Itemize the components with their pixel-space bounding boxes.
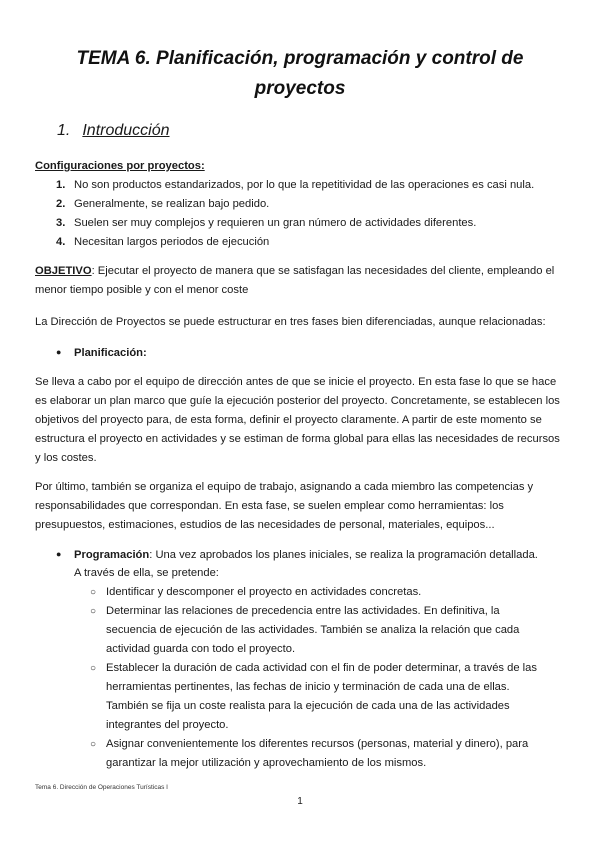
list-item: ○ Identificar y descomponer el proyecto en actividades concretas. xyxy=(92,583,542,602)
list-item: ○ Asignar convenientemente los diferentes recursos (personas, material y dinero), para garantizar la mejor utilización y aprovechamiento de los mismos. xyxy=(92,735,542,773)
planning-paragraph-2: Por último, también se organiza el equipo de trabajo, asignando a cada miembro las competencias y responsabilidades que correspondan. En esta fase, se suelen emplear como herramientas: los presupuestos, estimaciones, estudios de las necesidades de personal, materiales, equipos... xyxy=(35,481,534,531)
page-footer: Tema 6. Dirección de Operaciones Turísticas I xyxy=(35,784,168,791)
bullet-icon: ● xyxy=(56,549,62,559)
config-list xyxy=(56,176,556,252)
programming-sublist xyxy=(92,583,542,773)
list-item: ○ Establecer la duración de cada actividad con el fin de poder determinar, a través de las herramientas pertinentes, las fechas de inicio y terminación de cada una de ellas. También se fija un coste realista para la ejecución de cada una de las actividades integrantes del proyecto. xyxy=(92,659,542,735)
planning-heading: ● Planificación: xyxy=(56,343,147,363)
list-item: ○ Determinar las relaciones de precedencia entre las actividades. En definitiva, la secuencia de ejecución de las actividades. También se analiza la relación que cada actividad guarda con todo el proyecto. xyxy=(92,602,542,659)
circle-bullet-icon: ○ xyxy=(90,587,97,598)
bullet-icon: ● xyxy=(56,347,62,357)
section-title: Introducción xyxy=(82,122,170,139)
circle-bullet-icon: ○ xyxy=(90,606,97,617)
circle-bullet-icon: ○ xyxy=(90,739,97,750)
programming-heading: ● Programación: Una vez aprobados los planes iniciales, se realiza la programación detallada. xyxy=(56,545,556,565)
programming-lead: A través de ella, se pretende: xyxy=(74,567,219,579)
objective-label: OBJETIVO xyxy=(35,265,92,277)
circle-bullet-icon: ○ xyxy=(90,663,97,674)
page-number: 1 xyxy=(297,796,303,807)
list-item: 2. Generalmente, se realizan bajo pedido. xyxy=(56,198,270,210)
list-item: 1. No son productos estandarizados, por lo que la repetitividad de las operaciones es casi nula. xyxy=(56,179,535,191)
list-item: 4. Necesitan largos periodos de ejecución xyxy=(56,236,270,248)
page-title: TEMA 6. Planificación, programación y control de proyectos xyxy=(76,48,524,99)
list-item: 3. Suelen ser muy complejos y requieren un gran número de actividades diferentes. xyxy=(56,217,477,229)
planning-paragraph-1: Se lleva a cabo por el equipo de dirección antes de que se inicie el proyecto. En esta fase lo que se hace es elaborar un plan marco que guíe la ejecución posterior del proyecto. Concretamente, se establecen los objetivos del proyecto para, de esta forma, definir el proyecto claramente. A partir de este momento se estructura el proyecto en actividades y se estiman de forma global para ellas las necesidades de recursos y los costes. xyxy=(35,376,560,464)
objective-paragraph: OBJETIVO: Ejecutar el proyecto de manera que se satisfagan las necesidades del cliente, empleando el menor tiempo posible y con el menor coste xyxy=(35,265,555,296)
phases-intro: La Dirección de Proyectos se puede estructurar en tres fases bien diferenciadas, aunque relacionadas: xyxy=(35,316,546,328)
config-heading: Configuraciones por proyectos: xyxy=(35,160,205,172)
section-number: 1. xyxy=(57,122,71,139)
section-heading xyxy=(57,122,170,140)
